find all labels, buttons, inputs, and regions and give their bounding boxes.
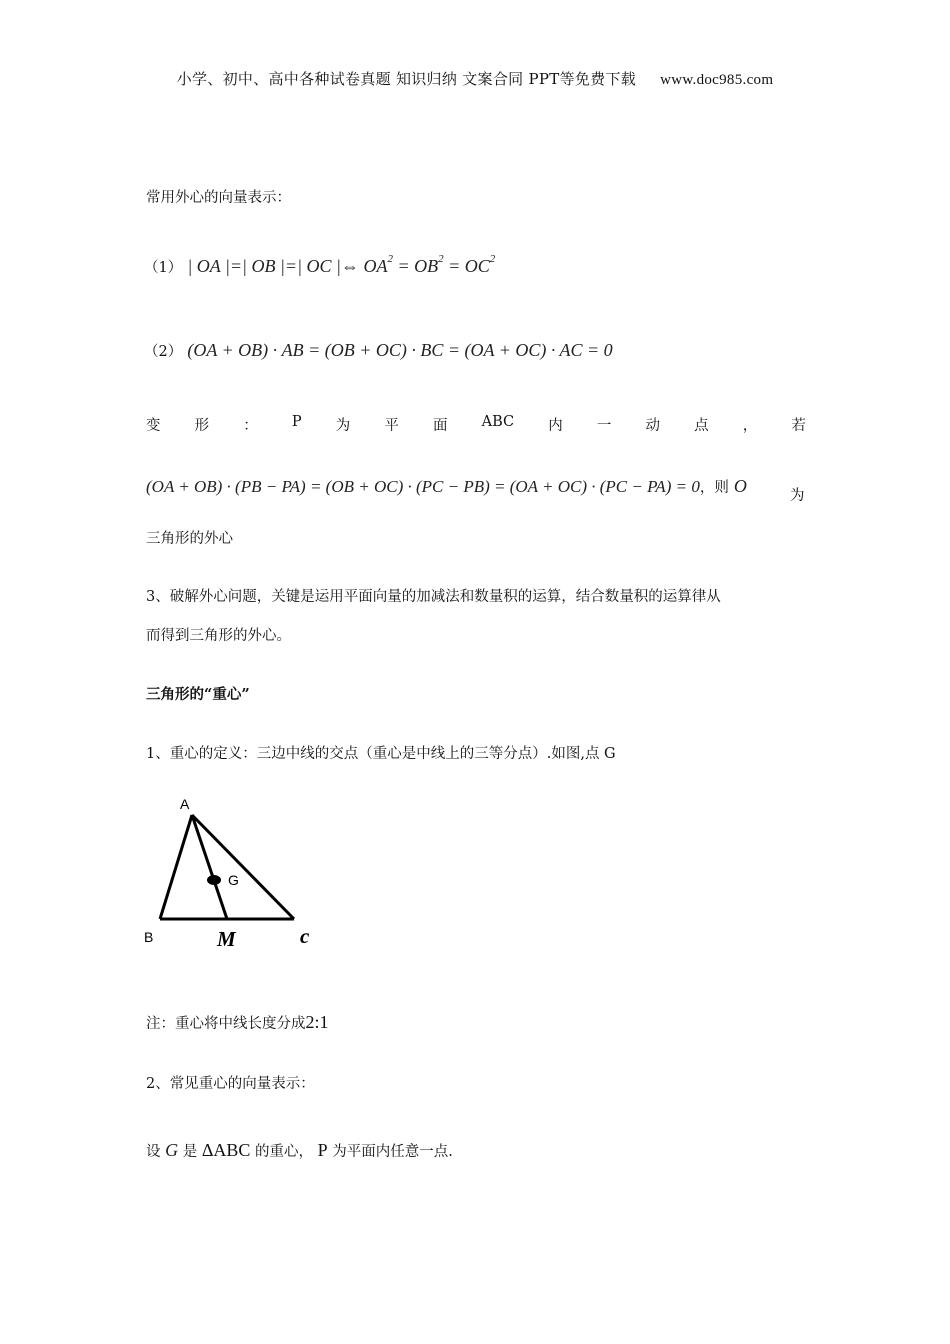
centroid-note: 注：重心将中线长度分成2:1 (146, 1012, 329, 1032)
label-b: B (144, 929, 154, 945)
variant-line: 变 形 ： P 为 平 面 ABC 内 一 动 点 ， 若 (146, 414, 806, 434)
formula-2 (144, 340, 613, 361)
circumcenter-heading: 常用外心的向量表示： (146, 190, 291, 206)
header-text: 小学、初中、高中各种试卷真题 知识归纳 文案合同 PPT等免费下载 (176, 70, 637, 88)
formula-2-number: （2） (144, 344, 183, 360)
formula-1-number: （1） (144, 260, 183, 276)
label-m: M (217, 927, 236, 951)
side-ab (160, 815, 192, 919)
label-c: c (300, 924, 310, 948)
centroid-heading: 三角形的“重心” (146, 686, 250, 703)
point3-line1: 3、破解外心问题，关键是运用平面向量的加减法和数量积的运算，结合数量积的运算律从 (146, 589, 721, 605)
label-a: A (180, 796, 190, 812)
formula-2-text: (OA + OB) · AB = (OB + OC) · BC = (OA + OC) · AC = 0 (187, 340, 613, 360)
header-url[interactable]: www.doc985.com (660, 72, 774, 88)
variant-wei: 为 (790, 488, 805, 504)
median-am (192, 815, 227, 919)
variant-formula-line: (OA + OB) · (PB − PA) = (OB + OC) · (PC − PB) = (OA + OC) · (PC − PA) = 0，则 O (146, 476, 747, 496)
point3-line2: 而得到三角形的外心。 (146, 628, 291, 644)
side-ac (192, 815, 294, 919)
variant-end: 三角形的外心 (146, 531, 233, 547)
variant-formula: (OA + OB) · (PB − PA) = (OB + OC) · (PC − PB) = (OA + OC) · (PC − PA) = 0 (146, 477, 700, 496)
ratio-value: 2:1 (305, 1012, 329, 1032)
centroid-definition: 1、重心的定义：三边中线的交点（重心是中线上的三等分点）.如图,点 G (146, 746, 616, 762)
formula-1-text: | OA |=| OB |=| OC |⇔ $OA^2 = OB^2 = OC^2$ (187, 253, 496, 276)
centroid-point (207, 875, 221, 885)
page-header (0, 68, 950, 89)
centroid-triangle-figure (140, 795, 340, 955)
label-g: G (228, 872, 239, 888)
formula-1 (144, 253, 496, 277)
centroid-point2: 2、常见重心的向量表示： (146, 1076, 315, 1092)
centroid-let-line: 设 G 是 ΔABC 的重心， P 为平面内任意一点. (146, 1140, 453, 1160)
